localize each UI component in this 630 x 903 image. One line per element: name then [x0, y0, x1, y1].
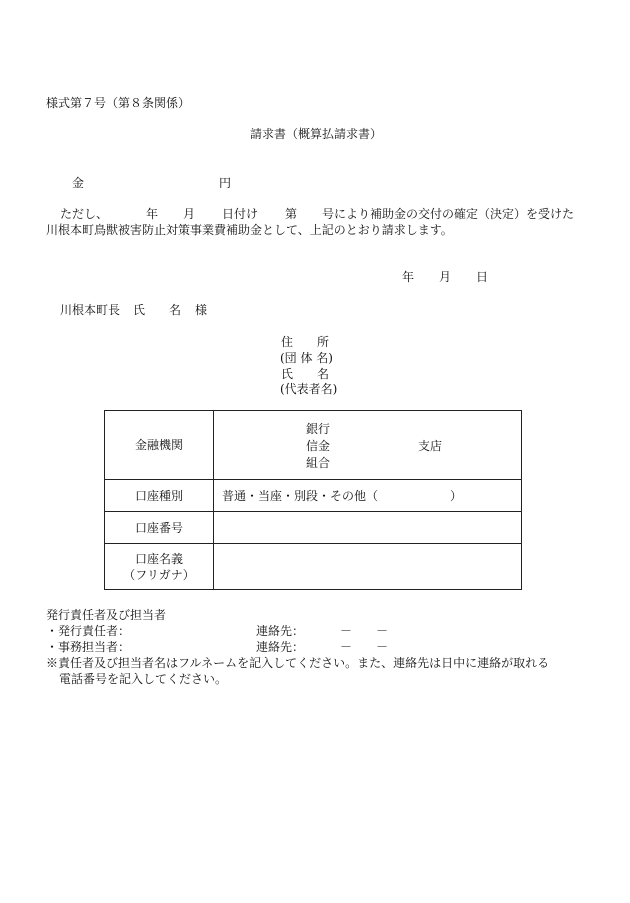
account-type-label: 口座種別 [105, 480, 214, 512]
table-row [105, 480, 522, 512]
footer-issuer-dash-1: － [340, 624, 353, 638]
footer-issuer: ・発行責任者： [46, 624, 131, 638]
institution-types [306, 421, 330, 472]
account-number-field [214, 512, 522, 544]
footer-staff-contact: 連絡先： [256, 640, 305, 654]
bank-account-table [104, 410, 522, 590]
date-year: 年 [402, 270, 415, 284]
body-line2: 川根本町鳥獣被害防止対策事業費補助金として、上記のとおり請求します。 [46, 223, 453, 237]
table-row [105, 512, 522, 544]
institution-type-shinkin: 信金 [306, 439, 331, 453]
account-holder-label-furigana: （フリガナ） [123, 567, 195, 582]
addressee-sama: 様 [195, 303, 208, 317]
applicant-address-a: 住 [281, 335, 294, 349]
date-month: 月 [439, 270, 452, 284]
body-tadashi: ただし、 [60, 207, 109, 221]
branch-label: 支店 [418, 439, 443, 453]
form-number: 様式第７号（第８条関係） [46, 96, 191, 110]
applicant-address-b: 所 [317, 335, 330, 349]
footer-staff-dash-2: － [376, 640, 389, 654]
amount-unit: 円 [219, 176, 232, 190]
account-holder-field [214, 544, 522, 590]
body-year: 年 [146, 207, 159, 221]
table-row [105, 411, 522, 480]
account-type-options: 普通・当座・別段・その他（ ） [214, 480, 522, 512]
addressee-title: 川根本町長 [60, 303, 121, 317]
applicant-name-a: 氏 [281, 367, 294, 381]
applicant-name-b: 名 [317, 367, 330, 381]
applicant-org: (団 体 名) [280, 351, 333, 365]
footer-note-2: 電話番号を記入してください。 [59, 672, 228, 686]
footer-staff: ・事務担当者： [46, 640, 131, 654]
date-day: 日 [476, 270, 489, 284]
body-rest: 号により補助金の交付の確定（決定）を受けた [322, 207, 575, 221]
institution-label: 金融機関 [105, 411, 214, 480]
addressee-shi: 氏 [133, 303, 146, 317]
table-row [105, 544, 522, 590]
body-dai: 第 [285, 207, 298, 221]
account-number-label: 口座番号 [105, 512, 214, 544]
footer-issuer-dash-2: － [376, 624, 389, 638]
body-month: 月 [183, 207, 196, 221]
institution-type-kumiai: 組合 [306, 456, 331, 470]
footer-staff-dash-1: － [340, 640, 353, 654]
applicant-rep: (代表者名) [280, 382, 338, 396]
account-holder-label [105, 544, 214, 590]
account-holder-label-main: 口座名義 [134, 551, 183, 566]
body-date-suffix: 日付け [222, 207, 259, 221]
footer-heading: 発行責任者及び担当者 [46, 608, 167, 622]
footer-note-1: ※責任者及び担当者名はフルネームを記入してください。また、連絡先は日中に連絡が取れる [46, 656, 550, 670]
footer-issuer-contact: 連絡先： [256, 624, 305, 638]
institution-field [214, 411, 522, 480]
amount-prefix: 金 [72, 176, 85, 190]
addressee-mei: 名 [169, 303, 182, 317]
institution-type-bank: 銀行 [306, 422, 331, 436]
document-title: 請求書（概算払請求書） [250, 127, 383, 141]
